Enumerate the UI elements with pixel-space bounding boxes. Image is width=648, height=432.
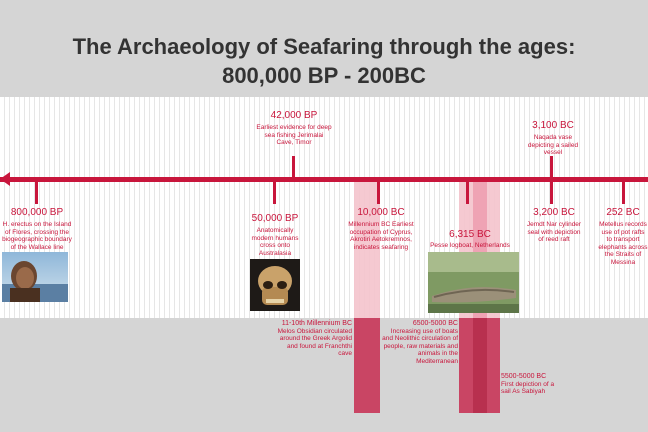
gridline <box>199 97 200 318</box>
gridline <box>334 97 335 318</box>
tick-50000bp <box>273 182 276 204</box>
event-6315bc <box>420 229 520 250</box>
gridline <box>104 97 105 318</box>
event-date: 252 BC <box>606 207 640 218</box>
gridline <box>344 97 345 318</box>
gridline <box>129 97 130 318</box>
tick-252bc <box>622 182 625 204</box>
gridline <box>164 97 165 318</box>
period-span-sail-lower <box>473 318 487 413</box>
gridline <box>109 97 110 318</box>
event-date: 3,100 BC <box>532 120 574 131</box>
gridline <box>244 97 245 318</box>
period-span-melos-lower <box>354 318 380 413</box>
gridline <box>134 97 135 318</box>
period-text: First depiction of a sail As Sabiyah <box>501 380 555 396</box>
gridline <box>119 97 120 318</box>
event-text: Naqada vase depicting a sailed vessel <box>527 134 579 157</box>
gridline <box>229 97 230 318</box>
period-text: Increasing use of boats and Neolithic circulation of people, raw materials and animals in the Mediterranean <box>382 327 458 365</box>
gridline <box>209 97 210 318</box>
event-date: 10,000 BC <box>357 207 405 218</box>
period-text: Melos Obsidian circulated around the Greek Argolid and found at Franchthi cave <box>277 327 352 358</box>
hominin-reconstruction-image <box>2 252 68 302</box>
gridline <box>114 97 115 318</box>
tick-10000bc <box>377 182 380 204</box>
gridline <box>94 97 95 318</box>
title-line-2: 800,000 BP - 200BC <box>222 63 426 88</box>
event-date: 42,000 BP <box>270 110 318 121</box>
event-text: Anatomically modern humans cross onto Australasia <box>251 227 299 257</box>
gridline <box>419 97 420 318</box>
gridline <box>84 97 85 318</box>
period-date: 5500-5000 BC <box>501 373 547 380</box>
gridline <box>239 97 240 318</box>
gridline <box>234 97 235 318</box>
gridline <box>224 97 225 318</box>
gridline <box>424 97 425 318</box>
gridline <box>339 97 340 318</box>
event-text: Millennium BC Earliest occupation of Cyprus, Akrotiri Aetokremnos, indicates seafaring <box>348 221 414 251</box>
period-date: 6500-5000 BC <box>412 320 458 327</box>
gridline <box>99 97 100 318</box>
title-line-1: The Archaeology of Seafaring through the ages: <box>72 34 576 59</box>
event-date: 6,315 BC <box>449 229 491 240</box>
tick-3100bc <box>550 156 553 178</box>
gridline <box>174 97 175 318</box>
event-10000bc <box>347 207 415 251</box>
gridline <box>194 97 195 318</box>
period-melos <box>272 320 352 358</box>
gridline <box>144 97 145 318</box>
event-text: Metellus records use of pot rafts to transport elephants across the Straits of Messina <box>598 221 648 266</box>
gridline <box>79 97 80 318</box>
event-text: H. erectus on the Island of Flores, crossing the biogeographic boundary of the Wallace line <box>2 221 72 251</box>
period-neolithic <box>380 320 458 366</box>
axis-arrow-icon <box>0 172 10 186</box>
gridline <box>154 97 155 318</box>
gridline <box>214 97 215 318</box>
gridline <box>219 97 220 318</box>
gridline <box>204 97 205 318</box>
gridline <box>89 97 90 318</box>
event-3200bc <box>525 207 583 244</box>
event-3100bc <box>520 120 586 157</box>
event-42000bp <box>256 110 332 147</box>
event-50000bp <box>250 213 300 257</box>
event-date: 800,000 BP <box>10 207 64 218</box>
gridline <box>169 97 170 318</box>
tick-800000bp <box>35 182 38 204</box>
period-date: 11-10th Millennium BC <box>281 320 352 327</box>
tick-3200bc <box>550 182 553 204</box>
gridline <box>124 97 125 318</box>
event-date: 3,200 BC <box>533 207 575 218</box>
skull-image <box>250 259 300 311</box>
gridline <box>149 97 150 318</box>
event-text: Pesse logboat, Netherlands <box>430 242 510 249</box>
event-text: Earliest evidence for deep sea fishing Jerimalai Cave, Timor <box>256 124 332 147</box>
gridline <box>189 97 190 318</box>
gridline <box>74 97 75 318</box>
event-252bc <box>598 207 648 267</box>
event-text: Jemdt Nar cylinder seal with depiction of reed raft <box>526 221 582 244</box>
event-800000bp <box>0 207 74 251</box>
gridline <box>589 97 590 318</box>
gridline <box>594 97 595 318</box>
tick-6315bc <box>466 182 469 204</box>
gridline <box>139 97 140 318</box>
gridline <box>184 97 185 318</box>
gridline <box>179 97 180 318</box>
gridline <box>159 97 160 318</box>
logboat-image <box>428 252 519 313</box>
event-date: 50,000 BP <box>251 213 299 224</box>
tick-42000bp <box>292 156 295 178</box>
period-sail <box>501 373 561 396</box>
